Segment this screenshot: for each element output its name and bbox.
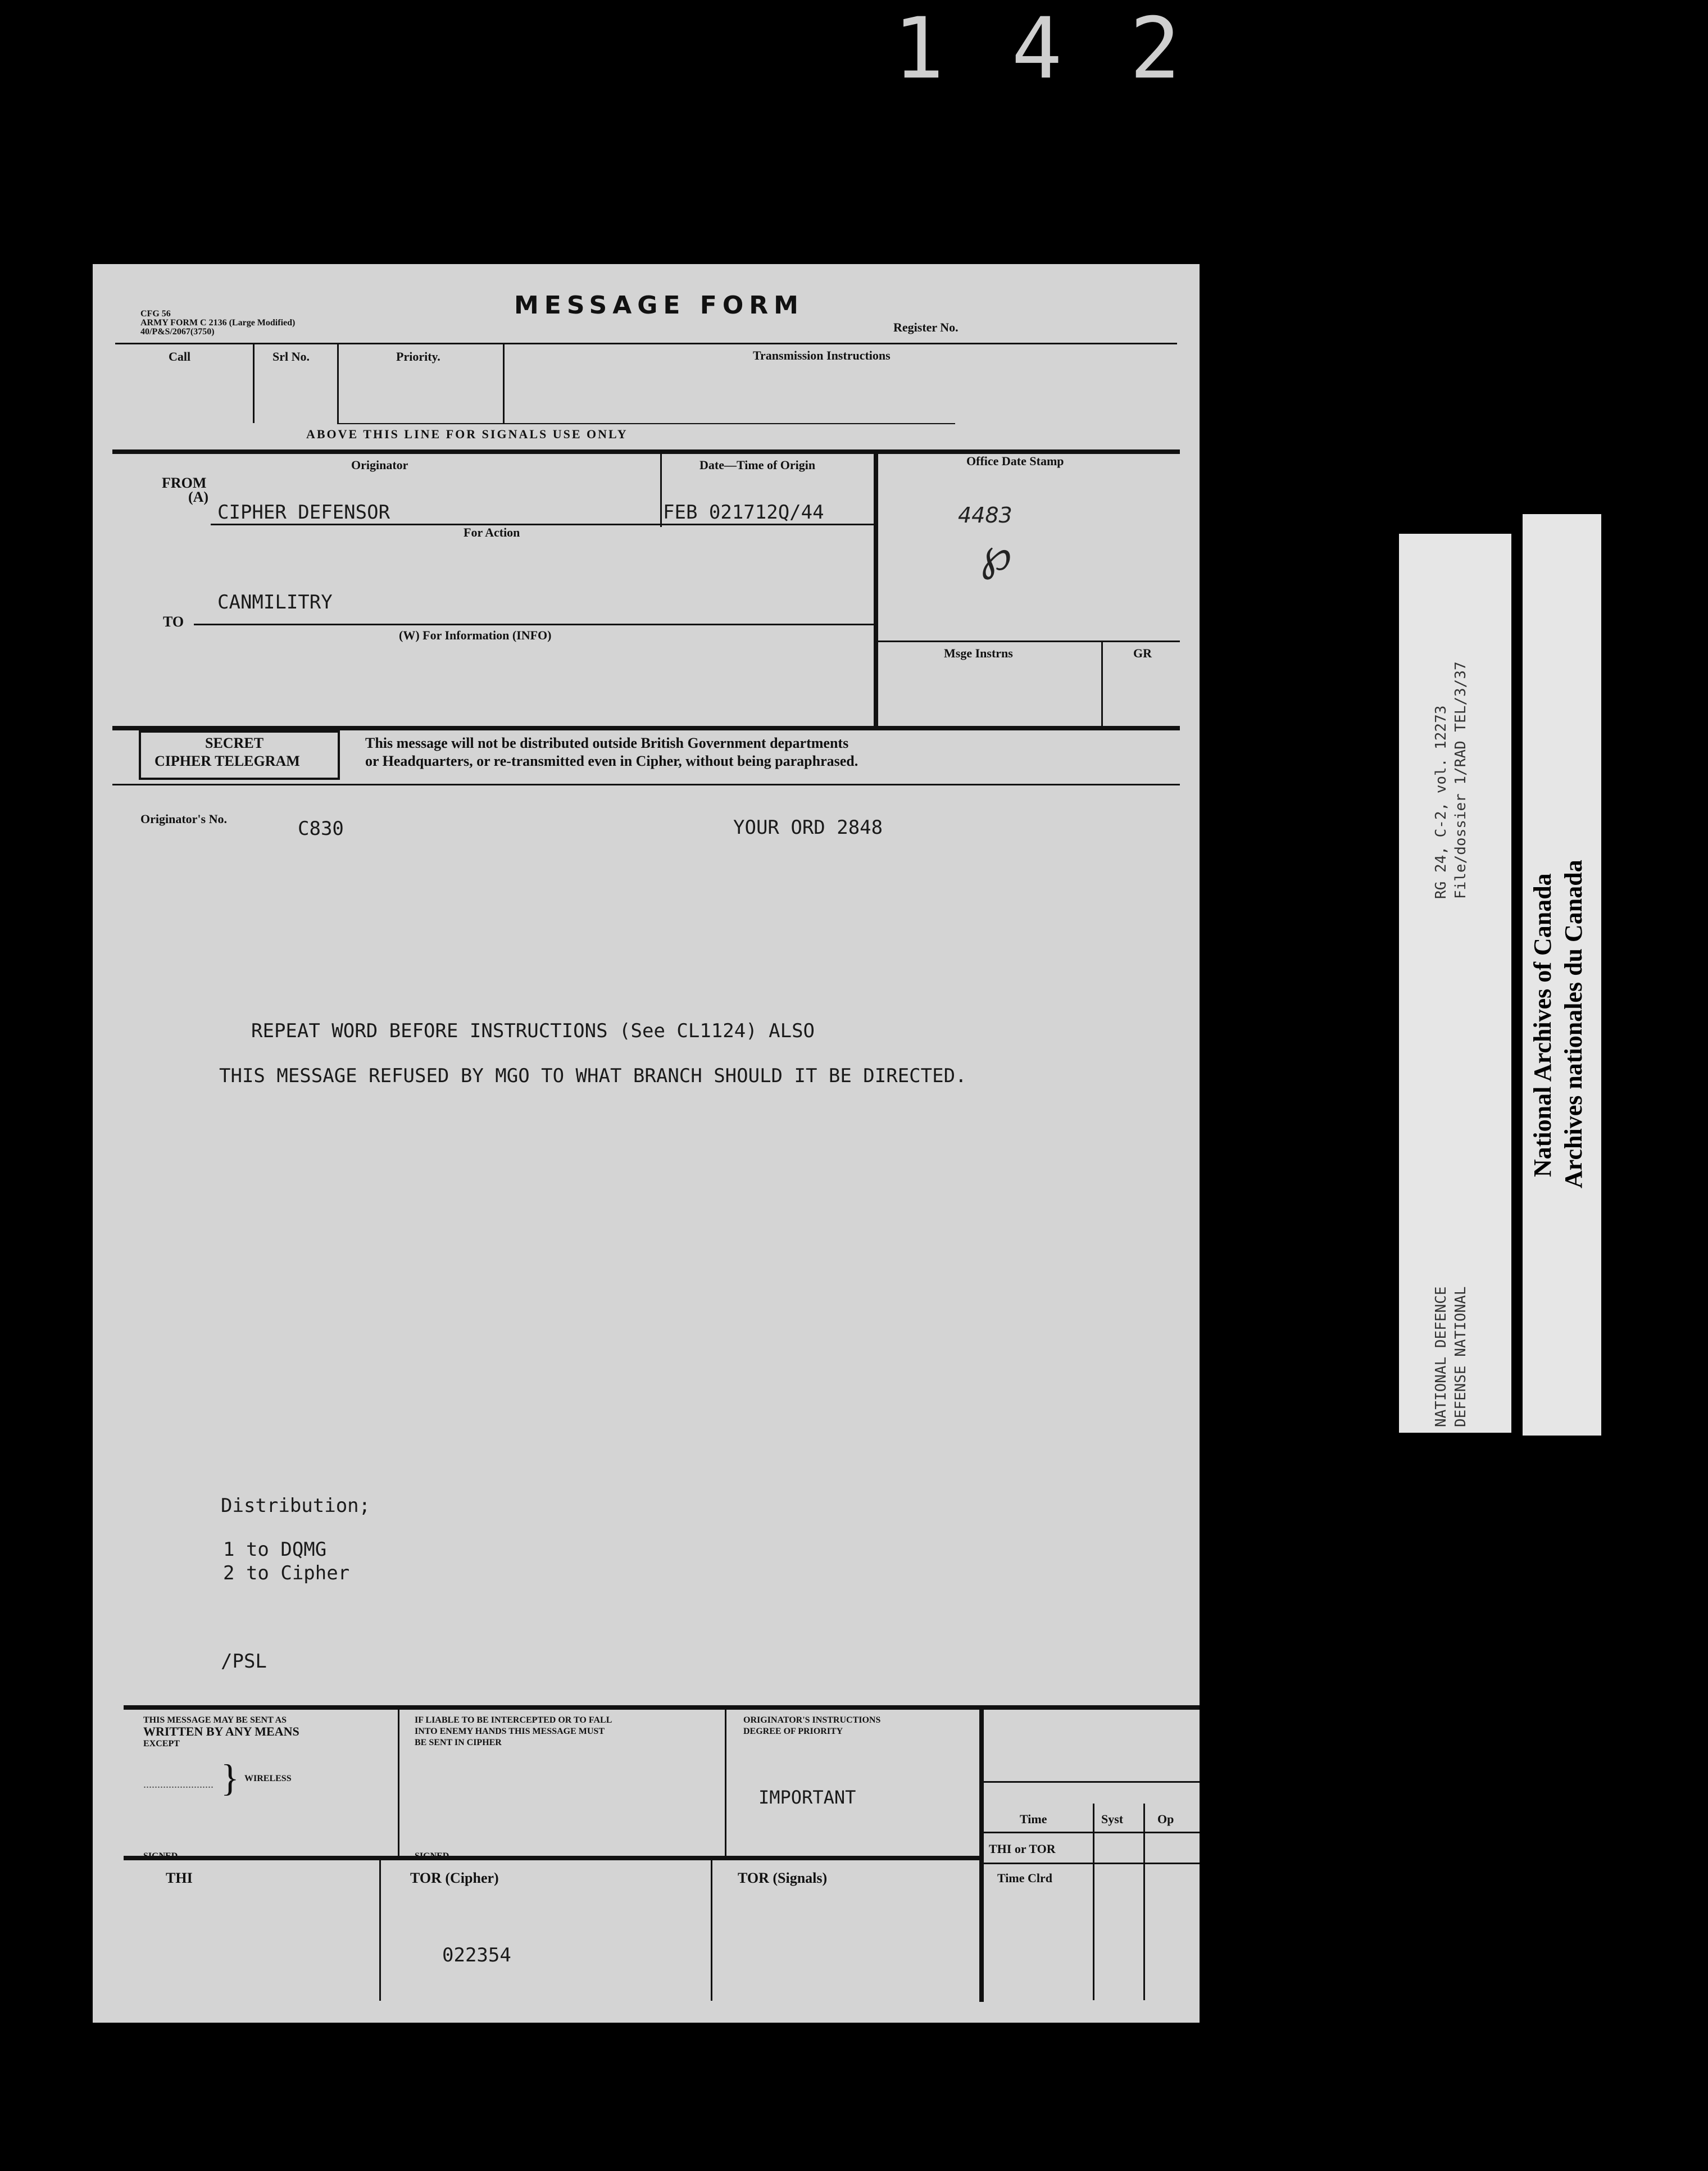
msge-instrns-label: Msge Instrns xyxy=(944,646,1013,660)
tor-signals-label: TOR (Signals) xyxy=(738,1870,828,1886)
for-information-label: (W) For Information (INFO) xyxy=(399,628,552,642)
from-a-label: (A) xyxy=(188,489,209,505)
sent-as-written-1: THIS MESSAGE MAY BE SENT AS xyxy=(143,1715,287,1725)
wireless-dots: ......................... xyxy=(143,1778,214,1791)
originator-top-rule xyxy=(112,449,1180,454)
notice-line-2: or Headquarters, or re-transmitted even in Cipher, without being paraphrased. xyxy=(365,753,858,769)
date-time-value: FEB 021712Q/44 xyxy=(663,501,824,524)
cipher-telegram-label: CIPHER TELEGRAM xyxy=(155,753,300,769)
department-line-1: NATIONAL DEFENCE xyxy=(1433,1286,1450,1427)
originators-no-value: C830 xyxy=(298,817,344,840)
office-date-stamp-label: Office Date Stamp xyxy=(966,454,1064,468)
distribution-label: Distribution; xyxy=(221,1495,371,1517)
time-box-rule xyxy=(984,1832,1200,1833)
from-label: FROM xyxy=(162,475,207,491)
form-army-form: ARMY FORM C 2136 (Large Modified) xyxy=(140,318,296,328)
originator-bottom-rule xyxy=(112,726,1180,730)
to-rule xyxy=(194,624,874,625)
footer-mid-rule xyxy=(124,1856,980,1860)
national-archives-fr: Archives nationales du Canada xyxy=(1560,860,1587,1188)
msge-rule xyxy=(874,641,1180,642)
from-rule xyxy=(211,524,874,525)
for-action-label: For Action xyxy=(464,525,520,539)
tor-cipher-value: 022354 xyxy=(442,1944,511,1966)
degree-of-priority-label: DEGREE OF PRIORITY xyxy=(743,1727,843,1736)
notice-line-1: This message will not be distributed outside British Government departments xyxy=(365,735,849,751)
sent-as-written-2: WRITTEN BY ANY MEANS xyxy=(143,1724,299,1738)
divider xyxy=(253,344,255,423)
wireless-label: WIRELESS xyxy=(244,1774,292,1783)
your-ord-ref: YOUR ORD 2848 xyxy=(733,816,883,839)
thi-or-tor-label: THI or TOR xyxy=(989,1842,1056,1856)
signals-rule xyxy=(337,423,955,424)
divider xyxy=(725,1710,726,1856)
liable-line-2: INTO ENEMY HANDS THIS MESSAGE MUST xyxy=(415,1727,605,1736)
call-label: Call xyxy=(169,349,191,364)
divider xyxy=(398,1710,399,1856)
divider xyxy=(660,454,662,527)
liable-line-3: BE SENT IN CIPHER xyxy=(415,1738,502,1747)
typist-initials: /PSL xyxy=(221,1650,267,1673)
archive-ref-line-1: RG 24, C-2, vol. 12273 xyxy=(1433,705,1450,899)
originators-no-label: Originator's No. xyxy=(140,812,227,826)
time-label: Time xyxy=(1020,1812,1047,1826)
thi-label: THI xyxy=(166,1870,193,1886)
form-title: MESSAGE FORM xyxy=(514,291,804,320)
transmission-instructions-label: Transmission Instructions xyxy=(753,348,891,362)
originators-instructions-label: ORIGINATOR'S INSTRUCTIONS xyxy=(743,1715,881,1725)
notice-rule xyxy=(112,784,1180,785)
date-time-origin-label: Date—Time of Origin xyxy=(699,458,816,472)
op-label: Op xyxy=(1157,1812,1174,1826)
form-code: 40/P&S/2067(3750) xyxy=(140,327,215,337)
time-box-rule xyxy=(984,1781,1200,1783)
from-value: CIPHER DEFENSOR xyxy=(217,501,390,524)
above-line-label: ABOVE THIS LINE FOR SIGNALS USE ONLY xyxy=(306,427,628,441)
srl-no-label: Srl No. xyxy=(272,349,310,364)
department-line-2: DEFENSE NATIONAL xyxy=(1452,1286,1469,1427)
archive-reference-label xyxy=(1399,534,1511,1433)
message-body-line-2: THIS MESSAGE REFUSED BY MGO TO WHAT BRANCH SHOULD IT BE DIRECTED. xyxy=(219,1065,967,1087)
wireless-brace: } xyxy=(221,1756,239,1799)
to-label: TO xyxy=(163,614,184,630)
header-rule xyxy=(115,343,1177,344)
footer-top-rule xyxy=(124,1705,1200,1710)
register-no-label: Register No. xyxy=(893,320,959,334)
distribution-item-1: 1 to DQMG xyxy=(223,1538,327,1561)
divider xyxy=(1101,641,1103,730)
liable-line-1: IF LIABLE TO BE INTERCEPTED OR TO FALL xyxy=(415,1715,612,1725)
to-value: CANMILITRY xyxy=(217,591,333,614)
page-number: 142 xyxy=(893,0,1248,98)
sent-as-written-3: EXCEPT xyxy=(143,1739,180,1748)
form-cfg: CFG 56 xyxy=(140,309,171,319)
divider xyxy=(337,344,339,423)
national-archives-label xyxy=(1523,514,1601,1436)
secret-label: SECRET xyxy=(205,735,264,751)
gr-label: GR xyxy=(1133,646,1152,660)
divider xyxy=(503,344,505,423)
national-archives-en: National Archives of Canada xyxy=(1529,873,1556,1177)
time-box-rule xyxy=(984,1863,1200,1864)
archive-ref-line-2: File/dossier 1/RAD TEL/3/37 xyxy=(1452,661,1469,899)
distribution-item-2: 2 to Cipher xyxy=(223,1562,350,1584)
message-form-sheet xyxy=(93,264,1200,2023)
originator-label: Originator xyxy=(351,458,408,472)
syst-label: Syst xyxy=(1101,1812,1124,1826)
divider xyxy=(379,1860,381,2001)
divider xyxy=(711,1860,712,2001)
priority-value: IMPORTANT xyxy=(758,1787,856,1808)
handwritten-initials: ℘ xyxy=(980,528,1012,580)
priority-label: Priority. xyxy=(396,349,440,364)
time-clrd-label: Time Clrd xyxy=(997,1871,1052,1885)
message-body-line-1: REPEAT WORD BEFORE INSTRUCTIONS (See CL1124) ALSO xyxy=(251,1020,815,1042)
tor-cipher-label: TOR (Cipher) xyxy=(410,1870,499,1886)
stamp-box-left xyxy=(874,449,878,730)
stamp-number: 4483 xyxy=(958,503,1012,528)
